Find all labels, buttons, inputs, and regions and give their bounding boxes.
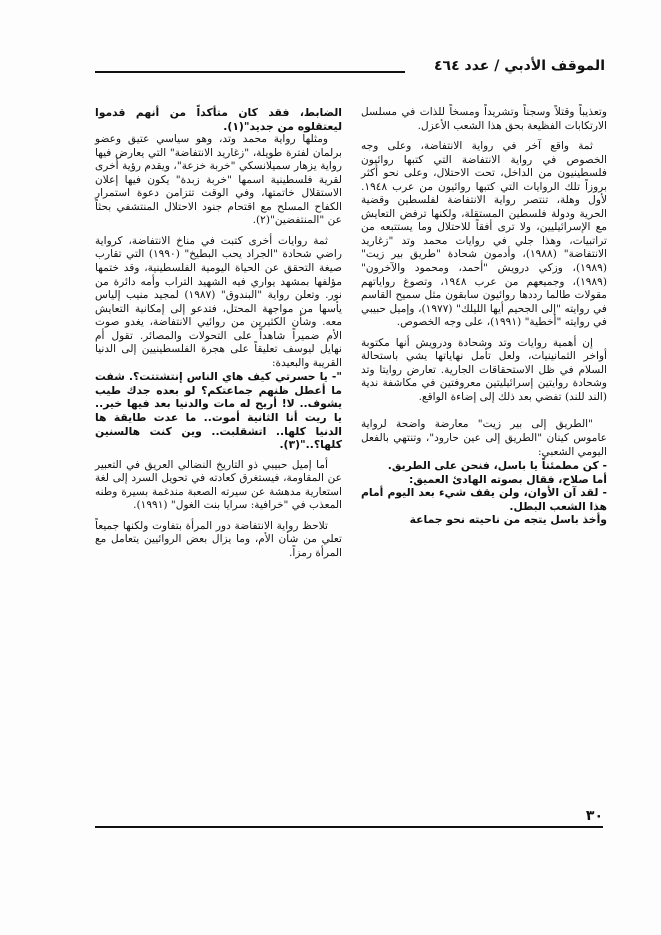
right-column-quote-line: أما صلاح، فقال بصوته الهادئ العميق: bbox=[409, 472, 607, 486]
right-column-paragraph: ثمة واقع آخر في رواية الانتفاضة، وعلى وجه الخصوص في رواية الانتفاضة التي كتبها روائيون فلسطينيون من الداخل، تحت الاحتلال، وعلى نحو أكثر بروزاً تلك الروايات التي كتبها روائيون من عرب ١٩٤٨. لأول وهلة، تنتصر رواية الانتفاضة لفلسطين وقضية الحرية ودولة فلسطين المستقلة، ولكنها ترفض التعايش مع الإسرائيليين، ولا ترى أفقاً للاحتلال وما يستتبعه من تراتبيات، وهذا جلي في روايات محمد وتد "زغاريد الانتفاضة" (١٩٨٨)، وأدمون شحادة "طريق بير زيت" (١٩٨٩)، وزكي درويش "أحمد، ومحمود والآخرون" (١٩٨٩)، وجميعهم من عرب ١٩٤٨، وتصوغ رواياتهم مقولات طالما رددها روائيون سابقون مثل سميح القاسم في روايته "إلى الجحيم أيها الليلك" (١٩٧٧)، وإميل حبيبي في روايته "أخطية" (١٩٩١)، على وجه الخصوص. bbox=[361, 140, 607, 329]
left-column-spacer bbox=[95, 228, 342, 235]
left-column-paragraph: ومثلها رواية محمد وتد، وهو سياسي عتيق وعضو برلمان لفترة طويلة، "زغاريد الانتفاضة" التي يعارض فيها رواية يزهار سميلانسكي "خربة خزعة"، ويقدم رؤية أخرى لقرية فلسطينية اسمها "خربة زبدة" يكون فيها إعلان الاستقلال خاتمتها، وفي الوقت تتزامن دعوة استمرار الكفاح المسلح مع اقتحام جنود الاحتلال المنتشفي بحثاً عن "المنتفضين"(٢). bbox=[95, 133, 342, 227]
page-number: ٣٠ bbox=[585, 808, 603, 824]
left-column-paragraph: أما إميل حبيبي ذو التاريخ النضالي العريق في التعبير عن المقاومة، فيستغرق كعادته في تحويل السرد إلى لغة استعارية مدهشة عن سيرته الصعبة مندغمة بسيرة وطنه المعذب في "خرافية: سرايا بنت الغول" (١٩٩١). bbox=[95, 458, 342, 512]
right-column-spacer bbox=[361, 404, 607, 411]
left-column-spacer bbox=[95, 452, 342, 459]
text-column-right bbox=[361, 106, 607, 527]
right-column-quote-line: - لقد آن الأوان، ولن يقف شيء بعد اليوم أمام هذا الشعب البطل. bbox=[361, 486, 607, 513]
right-column-paragraph: إن أهمية روايات وتد وشحادة ودرويش أنها مكتوبة أواخر الثمانينيات، ولعل تأمل نهاياتها يشي باستحالة السلام في ظل الاستحقاقات الجارية. تعارض روايتا وتد وشحادة روايتين إسرائيليتين معروفتين في مكاشفة ندية (الند للند) تفضي بعد ذلك إلى إضاءة الواقع. bbox=[361, 336, 607, 403]
right-column-spacer bbox=[361, 411, 607, 418]
right-column-paragraph: وتعذيباً وقتلاً وسجناً وتشريداً ومسخاً للذات في مسلسل الارتكابات الفظيعة بحق هذا الشعب الأعزل. bbox=[361, 106, 607, 132]
running-header-title: الموقف الأدبي / عدد ٤٦٤ bbox=[434, 58, 605, 74]
right-column-quote-line: وأخذ باسل يتجه من ناحيته نحو جماعة bbox=[409, 513, 607, 527]
footer-rule bbox=[95, 826, 603, 828]
left-column-spacer bbox=[95, 513, 342, 520]
right-column-spacer bbox=[361, 330, 607, 337]
left-column-quote-line: "- يا حسرتي كيف هاي الناس إنتشتتت؟. شفت ما أعطل ظنهم جماعتكم؟ لو بعده جدك طيب يشوف.. لا! أريح له مات والدنيا بعد فيها خير.. يا ريت أنا الثانية أموت.. ما عدت طايقة ها الدنيا كلها.. اتشقلبت.. وين كنت هالسنين كلها؟.."(٣). bbox=[95, 370, 342, 452]
right-column-quote-line: - كن مطمئناً يا باسل، فنحن على الطريق. bbox=[387, 459, 607, 473]
left-column-paragraph: ثمة روايات أخرى كتبت في مناخ الانتفاضة، كرواية راضي شحادة "الجراد يحب البطيخ" (١٩٩٠) التي تقارب صيغة التحقق عن الحياة اليومية الفلسطينية، وقد ختمها مؤلفها بمشهد يواري فيه الشهيد التراب وأمه دائرة من نور. وتعلن رواية "البندوق" (١٩٨٧) لمجيد منيب إلياس يأسها من مواجهة المحتل، فتدعو إلى إمكانية التعايش معه. وشأن الكثيرين من روائيي الانتفاضة، يغدو صوت الأم ضميراً شاهداً على التحولات والمصائر. تقول أم نهايل ليوسف تعليقاً على هجرة الفلسطينيين إلى الدنيا القريبة والبعيدة: bbox=[95, 234, 343, 369]
left-column-quote-line: الضابط، فقد كان متأكداً من أنهم قدموا ليعتقلوه من جديد"(١). bbox=[95, 106, 342, 133]
text-column-left bbox=[95, 106, 342, 561]
left-column-paragraph: تلاحظ رواية الانتفاضة دور المرأة بتفاوت ولكنها جميعاً تعلي من شأن الأم، وما يزال بعض الروائيين يتعامل مع المرأة رمزاً. bbox=[95, 519, 342, 559]
header-rule bbox=[95, 71, 405, 73]
right-column-paragraph: "الطريق إلى بير زيت" معارضة واضحة لرواية عاموس كينان "الطريق إلى عين حارود"، وتنتهي بالفعل اليومي الشعبي: bbox=[361, 418, 607, 458]
